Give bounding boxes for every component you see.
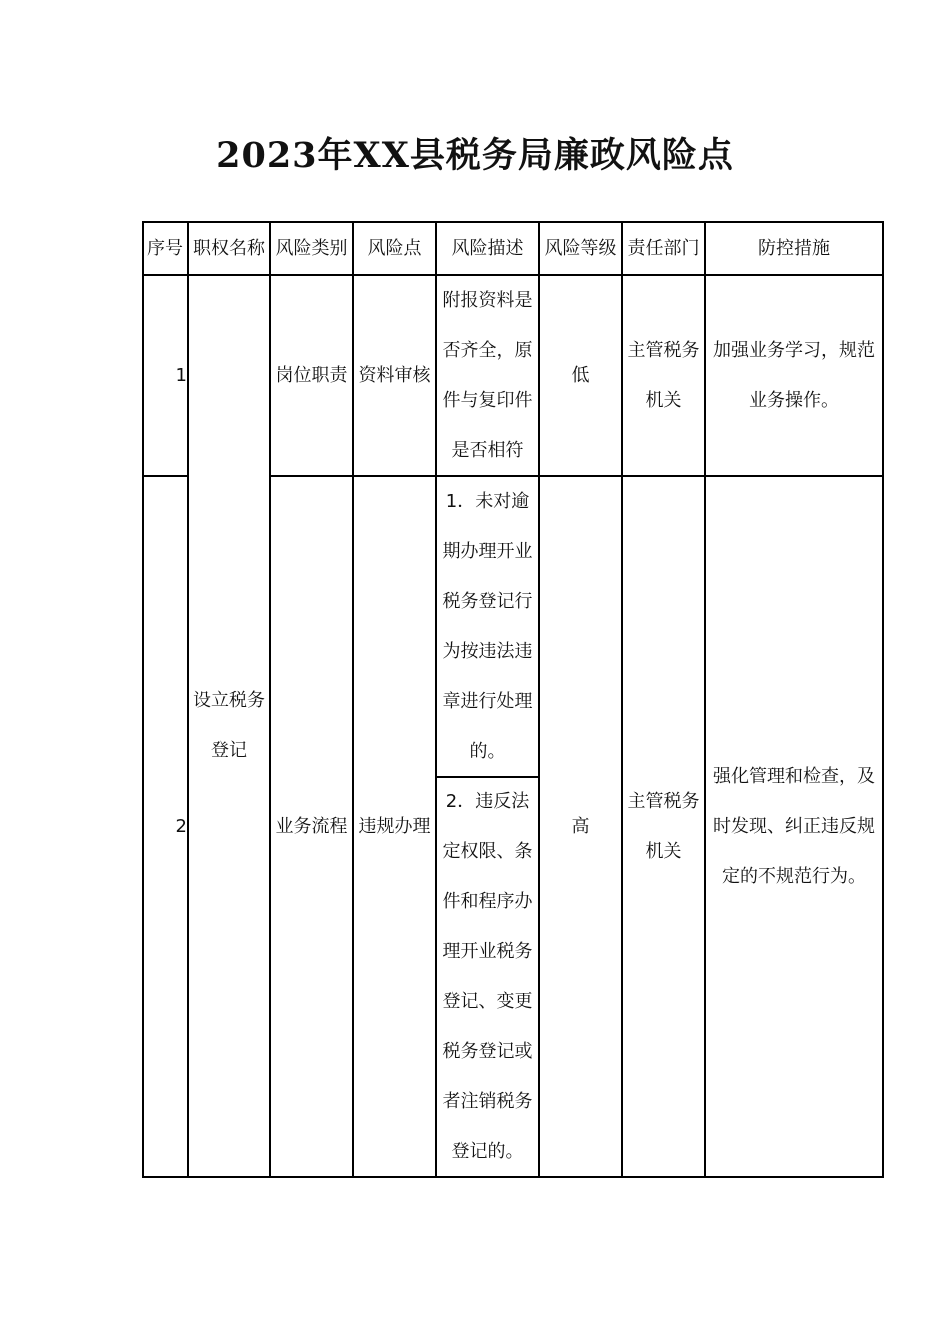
header-no: 序号 <box>147 237 183 259</box>
row1-point: 资料审核 <box>358 365 431 386</box>
header-department: 责任部门 <box>627 237 700 259</box>
row1-description: 附报资料是否齐全，原件与复印件是否相符 <box>442 289 533 461</box>
row2-description-1: 1．未对逾期办理开业税务登记行为按违法违章进行处理的。 <box>442 490 533 762</box>
header-authority: 职权名称 <box>193 237 265 259</box>
row1-level: 低 <box>571 365 590 386</box>
row1-measures: 加强业务学习，规范业务操作。 <box>713 339 875 411</box>
header-measures: 防控措施 <box>758 237 830 259</box>
header-level: 风险等级 <box>544 237 617 259</box>
row2-no: 2 <box>175 816 187 837</box>
page-title: 2023年XX县税务局廉政风险点 <box>216 135 734 176</box>
header-point: 风险点 <box>367 237 422 259</box>
risk-table <box>142 221 884 1178</box>
row2-department: 主管税务机关 <box>627 790 700 862</box>
row1-no: 1 <box>175 365 187 386</box>
authority-name-cell: 设立税务登记 <box>193 690 265 761</box>
row2-point: 违规办理 <box>358 816 431 837</box>
row2-measures: 强化管理和检查，及时发现、纠正违反规定的不规范行为。 <box>713 765 875 887</box>
row2-description-2: 2．违反法定权限、条件和程序办理开业税务登记、变更税务登记或者注销税务登记的。 <box>442 791 533 1162</box>
header-description: 风险描述 <box>451 237 524 259</box>
header-category: 风险类别 <box>275 237 348 259</box>
row1-category: 岗位职责 <box>275 365 348 386</box>
row2-level: 高 <box>571 816 590 837</box>
row2-category: 业务流程 <box>275 816 348 837</box>
row1-department: 主管税务机关 <box>627 339 700 411</box>
